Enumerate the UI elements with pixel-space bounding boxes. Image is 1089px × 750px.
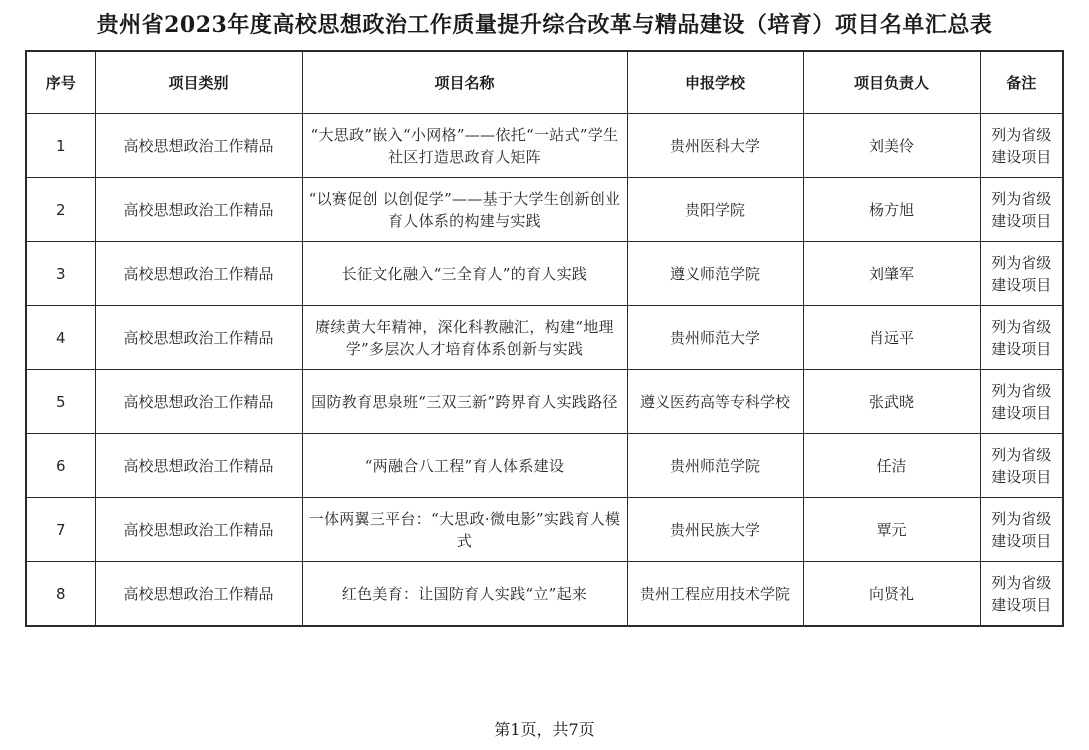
cell-remark: 列为省级建设项目: [980, 498, 1063, 562]
table-header-row: [26, 51, 1063, 114]
cell-leader: 张武晓: [803, 370, 980, 434]
cell-school: 贵州工程应用技术学院: [627, 562, 803, 627]
cell-seq: 1: [26, 114, 95, 178]
table-row: [26, 242, 1063, 306]
header-remark: 备注: [980, 51, 1063, 114]
header-seq: 序号: [26, 51, 95, 114]
cell-category: 高校思想政治工作精品: [95, 242, 302, 306]
cell-leader: 覃元: [803, 498, 980, 562]
cell-seq: 4: [26, 306, 95, 370]
cell-category: 高校思想政治工作精品: [95, 114, 302, 178]
cell-school: 贵阳学院: [627, 178, 803, 242]
project-list-table: [25, 50, 1064, 627]
header-name: 项目名称: [302, 51, 627, 114]
cell-project-name: “大思政”嵌入“小网格”——依托“一站式”学生社区打造思政育人矩阵: [302, 114, 627, 178]
cell-seq: 8: [26, 562, 95, 627]
cell-category: 高校思想政治工作精品: [95, 306, 302, 370]
cell-school: 遵义医药高等专科学校: [627, 370, 803, 434]
cell-school: 贵州医科大学: [627, 114, 803, 178]
cell-leader: 任洁: [803, 434, 980, 498]
cell-category: 高校思想政治工作精品: [95, 370, 302, 434]
cell-seq: 5: [26, 370, 95, 434]
cell-project-name: 国防教育思泉班“三双三新”跨界育人实践路径: [302, 370, 627, 434]
cell-category: 高校思想政治工作精品: [95, 562, 302, 627]
page-number: 第1页，共7页: [494, 720, 595, 739]
cell-project-name: 红色美育：让国防育人实践“立”起来: [302, 562, 627, 627]
cell-remark: 列为省级建设项目: [980, 434, 1063, 498]
cell-category: 高校思想政治工作精品: [95, 178, 302, 242]
cell-category: 高校思想政治工作精品: [95, 498, 302, 562]
cell-leader: 刘肇军: [803, 242, 980, 306]
table-row: [26, 434, 1063, 498]
cell-leader: 肖远平: [803, 306, 980, 370]
cell-project-name: 赓续黄大年精神，深化科教融汇，构建“地理学”多层次人才培育体系创新与实践: [302, 306, 627, 370]
cell-school: 贵州师范大学: [627, 306, 803, 370]
table-row: [26, 562, 1063, 627]
cell-seq: 2: [26, 178, 95, 242]
cell-seq: 3: [26, 242, 95, 306]
cell-remark: 列为省级建设项目: [980, 306, 1063, 370]
cell-project-name: 长征文化融入“三全育人”的育人实践: [302, 242, 627, 306]
cell-remark: 列为省级建设项目: [980, 114, 1063, 178]
cell-school: 遵义师范学院: [627, 242, 803, 306]
cell-project-name: “以赛促创 以创促学”——基于大学生创新创业育人体系的构建与实践: [302, 178, 627, 242]
header-school: 申报学校: [627, 51, 803, 114]
table-header: [26, 51, 1063, 114]
table-row: [26, 114, 1063, 178]
cell-leader: 杨方旭: [803, 178, 980, 242]
table-row: [26, 178, 1063, 242]
table-row: [26, 370, 1063, 434]
cell-project-name: 一体两翼三平台：“大思政·微电影”实践育人模式: [302, 498, 627, 562]
page-title: 贵州省2023年度高校思想政治工作质量提升综合改革与精品建设（培育）项目名单汇总表: [96, 12, 993, 38]
cell-leader: 向贤礼: [803, 562, 980, 627]
cell-school: 贵州师范学院: [627, 434, 803, 498]
cell-remark: 列为省级建设项目: [980, 178, 1063, 242]
cell-seq: 6: [26, 434, 95, 498]
cell-school: 贵州民族大学: [627, 498, 803, 562]
cell-seq: 7: [26, 498, 95, 562]
header-leader: 项目负责人: [803, 51, 980, 114]
cell-category: 高校思想政治工作精品: [95, 434, 302, 498]
header-category: 项目类别: [95, 51, 302, 114]
cell-leader: 刘美伶: [803, 114, 980, 178]
cell-remark: 列为省级建设项目: [980, 562, 1063, 627]
cell-project-name: “两融合八工程”育人体系建设: [302, 434, 627, 498]
table-body: [26, 114, 1063, 627]
cell-remark: 列为省级建设项目: [980, 370, 1063, 434]
table-row: [26, 498, 1063, 562]
cell-remark: 列为省级建设项目: [980, 242, 1063, 306]
table-row: [26, 306, 1063, 370]
